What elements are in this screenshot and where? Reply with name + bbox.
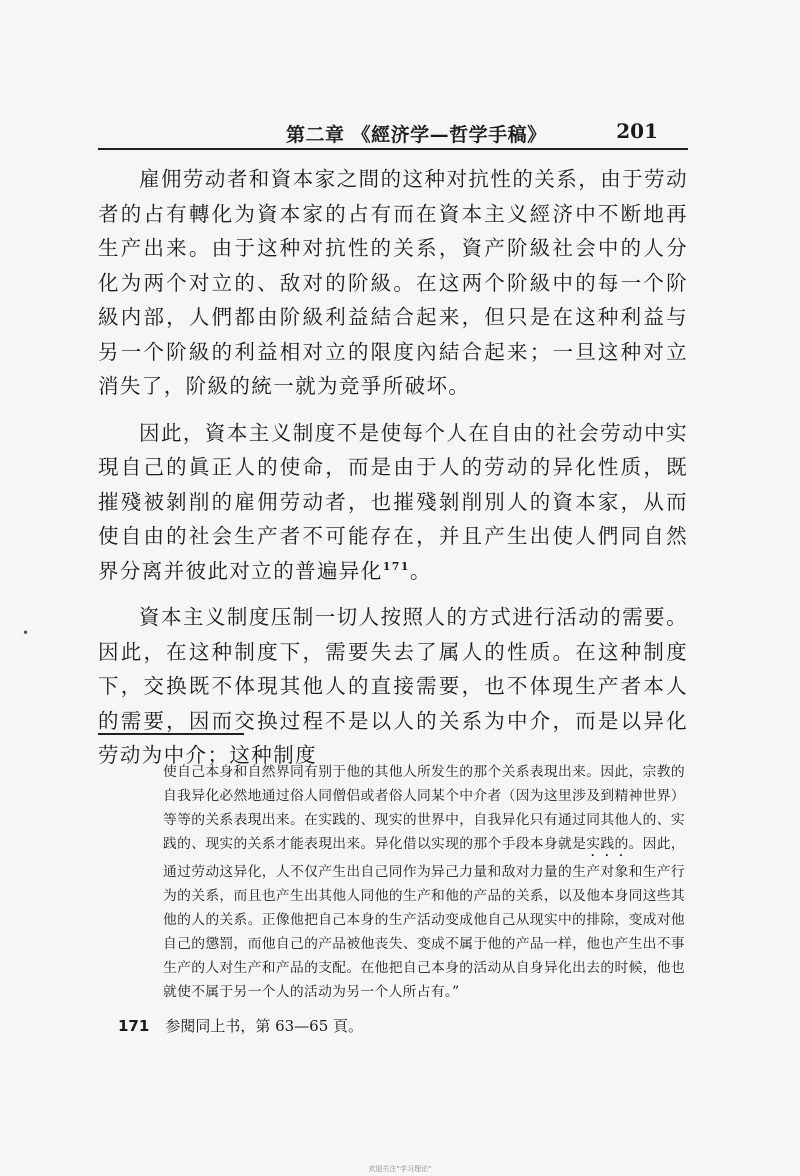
watermark: 欢迎关注“学习理论”	[368, 1165, 432, 1173]
page-number: 201	[616, 119, 658, 143]
footnote-text: 参閱同上书，第 63—65 頁。	[165, 1017, 364, 1035]
paragraph: 因此，資本主义制度不是使每个人在自由的社会劳动中实現自己的眞正人的使命，而是由于人的劳动的异化性质，既摧殘被剝削的雇佣劳动者，也摧殘剝削別人的資本家，从而使自由的社会生产者不可能存在，并且产生出使人們同自然界分离并彼此对立的普遍异化$^{171}$。	[98, 420, 688, 583]
margin-mark: •	[22, 626, 30, 640]
emphasized-word: 实践的	[586, 836, 629, 852]
paragraph: 資本主义制度压制一切人按照人的方式进行活动的需要。因此，在这种制度下，需要失去了属人的性质。在这种制度下，交换既不体現其他人的直接需要，也不体現生产者本人的需要，因而交换过程不是以人的关系为中介，而是以异化劳动为中介；这种制度	[98, 605, 688, 767]
footnote-divider	[98, 733, 244, 735]
page-header	[98, 118, 688, 150]
body-text	[98, 162, 688, 785]
footnote-ref: 171	[382, 559, 410, 573]
running-head: 第二章 《經济学—哲学手稿》	[286, 124, 547, 146]
paragraph: 雇佣劳动者和資本家之間的这种对抗性的关系，由于劳动者的占有轉化为資本家的占有而在資本主义經济中不断地再生产出来。由于这种对抗性的关系，資产阶級社会中的人分化为两个对立的、敌对的阶級。在这两个阶級中的每一个阶級内部，人們都由阶級利益結合起来，但只是在这种利益与另一个阶級的利益相对立的限度內結合起来；一旦这种对立消失了，阶級的統一就为竞爭所破坏。	[98, 167, 688, 398]
footnote-171	[118, 1015, 363, 1036]
footnote-number: 171	[118, 1017, 150, 1035]
footnote-continuation: 使自己本身和自然界同有别于他的其他人所发生的那个关系表現出来。因此，宗教的自我异化必然地通过俗人同僧侣或者俗人同某个中介者（因为这里涉及到精神世界）等等的关系表現出来。在实践的、现实的世界中，自我异化只有通过同其他人的、实践的、现实的关系才能表現出来。异化借以实现的那个手段本身就是实践的。因此，通过劳动这异化，人不仅产生出自己同作为异己力量和敌对力量的生产对象和生产行为的关系，而且也产生出其他人同他的生产和他的产品的关系，以及他本身同这些其他的人的关系。正像他把自己本身的生产活动变成他自己从现实中的排除，变成对他自己的懲罰，而他自己的产品被他丧失、变成不属于他的产品一样，他也产生出不事生产的人对生产和产品的支配。在他把自己本身的活动从自身异化出去的时候，他也就使不属于另一个人的活动为另一个人所占有。”	[163, 764, 685, 1000]
